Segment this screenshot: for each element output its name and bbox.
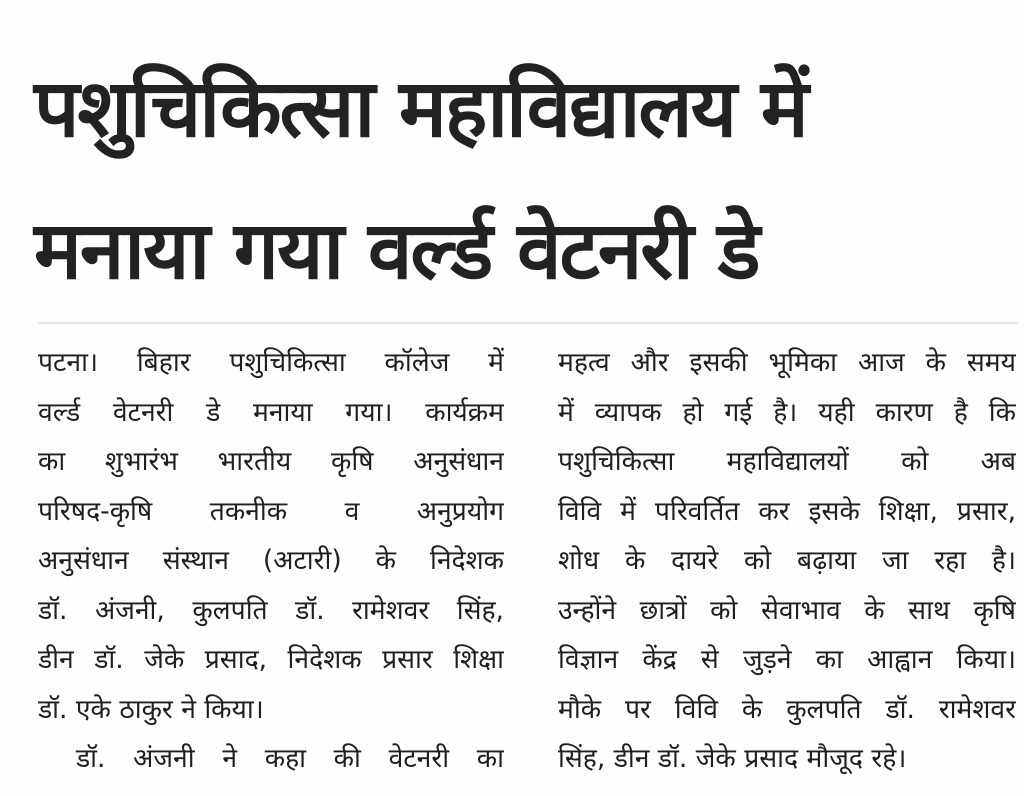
article-line: में व्यापक हो गई है। यही कारण है कि (558, 396, 1016, 428)
article-line: का शुभारंभ भारतीय कृषि अनुसंधान (38, 446, 504, 477)
article-line: डॉ. अंजनी ने कहा की वेटनरी का (76, 743, 504, 774)
article-line: विवि में परिवर्तित कर इसके शिक्षा, प्रसार, (558, 495, 1016, 527)
article-line: मौके पर विवि के कुलपति डॉ. रामेशवर (558, 693, 1016, 725)
article-line: पटना। बिहार पशुचिकित्सा कॉलेज में (38, 347, 504, 378)
headline-line-1: पशुचिकित्सा महाविद्यालय में (34, 62, 807, 155)
article-line: डीन डॉ. जेके प्रसाद, निदेशक प्रसार शिक्षा (38, 644, 504, 675)
article-column-left (38, 338, 504, 784)
article-line: पशुचिकित्सा महाविद्यालयों को अब (558, 446, 1016, 477)
article-line: महत्व और इसकी भूमिका आज के समय (558, 347, 1016, 378)
article-line: विज्ञान केंद्र से जुड़ने का आह्वान किया। (558, 644, 1016, 675)
article-line: शोध के दायरे को बढ़ाया जा रहा है। (558, 545, 1016, 576)
article-column-right (558, 338, 1016, 784)
headline (34, 38, 1009, 322)
article-line: परिषद-कृषि तकनीक व अनुप्रयोग (38, 495, 504, 527)
headline-line-2: मनाया गया वर्ल्ड वेटनरी डे (34, 204, 759, 297)
article-line: डॉ. एके ठाकुर ने किया। (38, 693, 264, 725)
article-line: डॉ. अंजनी, कुलपति डॉ. रामेशवर सिंह, (38, 594, 504, 626)
article-line: अनुसंधान संस्थान (अटारी) के निदेशक (38, 545, 504, 576)
article-line: वर्ल्ड वेटनरी डे मनाया गया। कार्यक्रम (38, 396, 504, 428)
article-line: सिंह, डीन डॉ. जेके प्रसाद मौजूद रहे। (558, 743, 907, 774)
headline-divider (38, 322, 1018, 324)
article-line: उन्होंने छात्रों को सेवाभाव के साथ कृषि (558, 594, 1016, 626)
